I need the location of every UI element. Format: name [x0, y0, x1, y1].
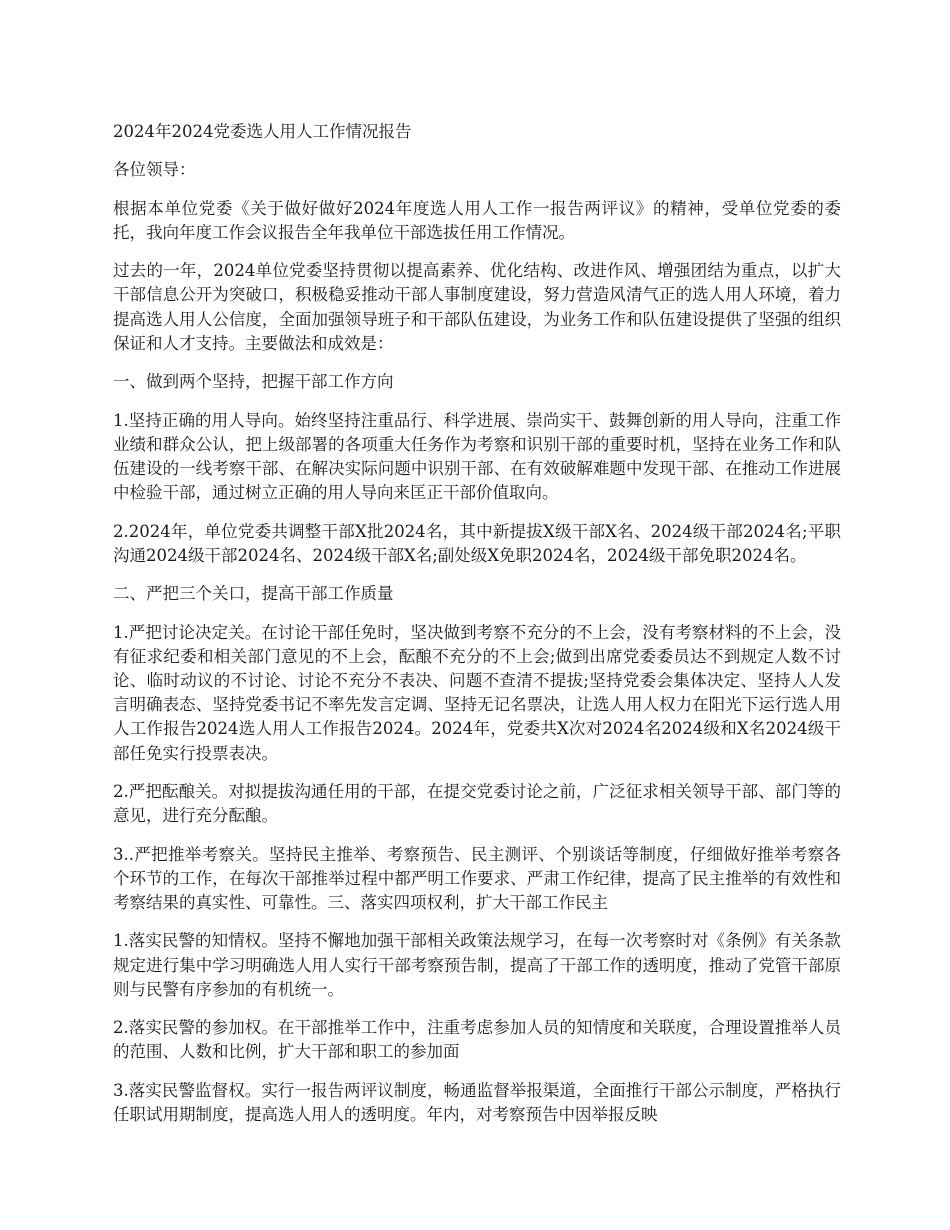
paragraph-overview: 过去的一年，2024单位党委坚持贯彻以提高素养、优化结构、改进作风、增强团结为重点，以扩大干部信息公开为突破口，积极稳妥推动干部人事制度建设，努力营造风清气正的选人用人环境，着力提高选人用人公信度，全面加强领导班子和干部队伍建设，为业务工作和队伍建设提供了坚强的组织保证和人才支持。主要做法和成效是： [113, 261, 841, 353]
paragraph-3-3: 3.落实民警监督权。实行一报告两评议制度，畅通监督举报渠道，全面推行干部公示制度，严格执行任职试用期制度，提高选人用人的透明度。年内，对考察预告中因举报反映 [113, 1080, 841, 1124]
paragraph-1-1: 1.坚持正确的用人导向。始终坚持注重品行、科学进展、崇尚实干、鼓舞创新的用人导向，注重工作业绩和群众公认，把上级部署的各项重大任务作为考察和识别干部的重要时机，坚持在业务工作和队伍建设的一线考察干部、在解决实际问题中识别干部、在有效破解难题中发现干部、在推动工作进展中检验干部，通过树立正确的用人导向来匡正干部价值取向。 [113, 410, 841, 503]
paragraph-3-1: 1.落实民警的知情权。坚持不懈地加强干部相关政策法规学习，在每一次考察时对《条例》有关条款规定进行集中学习明确选人用人实行干部考察预告制，提高了干部工作的透明度，推动了党管干部原则与民警有序参加的有机统一。 [113, 931, 841, 999]
paragraph-1-2: 2.2024年，单位党委共调整干部X批2024名，其中新提拔X级干部X名、2024级干部2024名;平职沟通2024级干部2024名、2024级干部X名;副处级X免职2024名，2024级干部免职2024名。 [113, 521, 841, 565]
paragraph-2-2: 2.严把酝酿关。对拟提拔沟通任用的干部，在提交党委讨论之前，广泛征求相关领导干部、部门等的意见，进行充分酝酿。 [113, 781, 841, 826]
section-heading-1: 一、做到两个坚持，把握干部工作方向 [113, 372, 394, 392]
paragraph-2-3: 3..严把推举考察关。坚持民主推举、考察预告、民主测评、个别谈话等制度，仔细做好推举考察各个环节的工作，在每次干部推举过程中都严明工作要求、严肃工作纪律，提高了民主推举的有效性和考察结果的真实性、可靠性。三、落实四项权利，扩大干部工作民主 [113, 844, 841, 912]
paragraph-3-2: 2.落实民警的参加权。在干部推举工作中，注重考虑参加人员的知情度和关联度，合理设置推举人员的范围、人数和比例，扩大干部和职工的参加面 [113, 1018, 841, 1062]
paragraph-2-1: 1.严把讨论决定关。在讨论干部任免时，坚决做到考察不充分的不上会，没有考察材料的不上会，没有征求纪委和相关部门意见的不上会，酝酿不充分的不上会;做到出席党委委员达不到规定人数不讨论、临时动议的不讨论、讨论不充分不表决、问题不查清不提拔;坚持党委会集体决定、坚持人人发言明确表态、坚持党委书记不率先发言定调、坚持无记名票决，让选人用人权力在阳光下运行选人用人工作报告2024选人用人工作报告2024。2024年，党委共X次对2024名2024级和X名2024级干部任免实行投票表决。 [113, 622, 841, 763]
greeting: 各位领导： [113, 160, 196, 180]
document-body [113, 120, 841, 1141]
section-heading-2: 二、严把三个关口，提高干部工作质量 [113, 584, 394, 604]
paragraph-intro: 根据本单位党委《关于做好做好2024年度选人用人工作一报告两评议》的精神，受单位党委的委托，我向年度工作会议报告全年我单位干部选拔任用工作情况。 [113, 198, 841, 242]
document-title: 2024年2024党委选人用人工作情况报告 [113, 122, 412, 141]
